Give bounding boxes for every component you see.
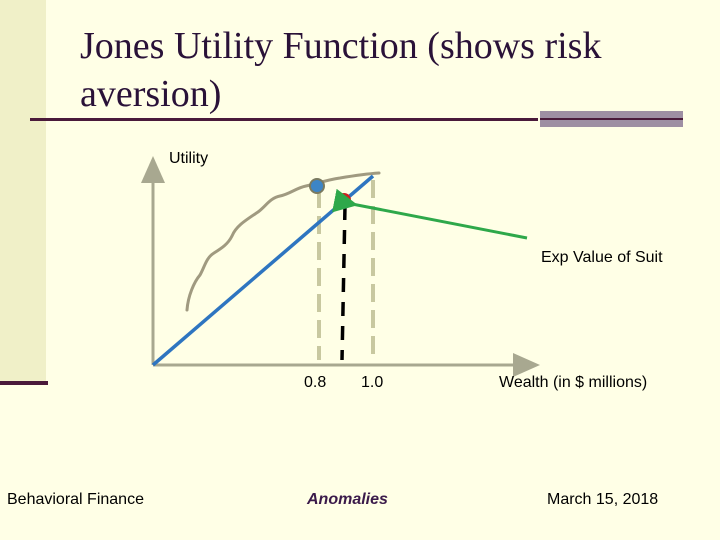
annotation-arrow [352,204,527,238]
tick-label-0-8: 0.8 [304,374,327,391]
footer-left: Behavioral Finance [7,491,144,508]
x-axis-label: Wealth (in $ millions) [499,374,648,391]
tick-label-1-0: 1.0 [361,374,384,391]
y-axis-label: Utility [169,150,209,167]
annotation-label: Exp Value of Suit [541,249,663,266]
footer-center: Anomalies [307,491,388,508]
slide-title: Jones Utility Function (shows risk aversion) [80,25,602,115]
utility-point-blue [310,179,324,193]
footer-right: March 15, 2018 [547,491,659,508]
expected-value-point-red [337,193,351,207]
expected-value-dashed-line [342,206,345,360]
